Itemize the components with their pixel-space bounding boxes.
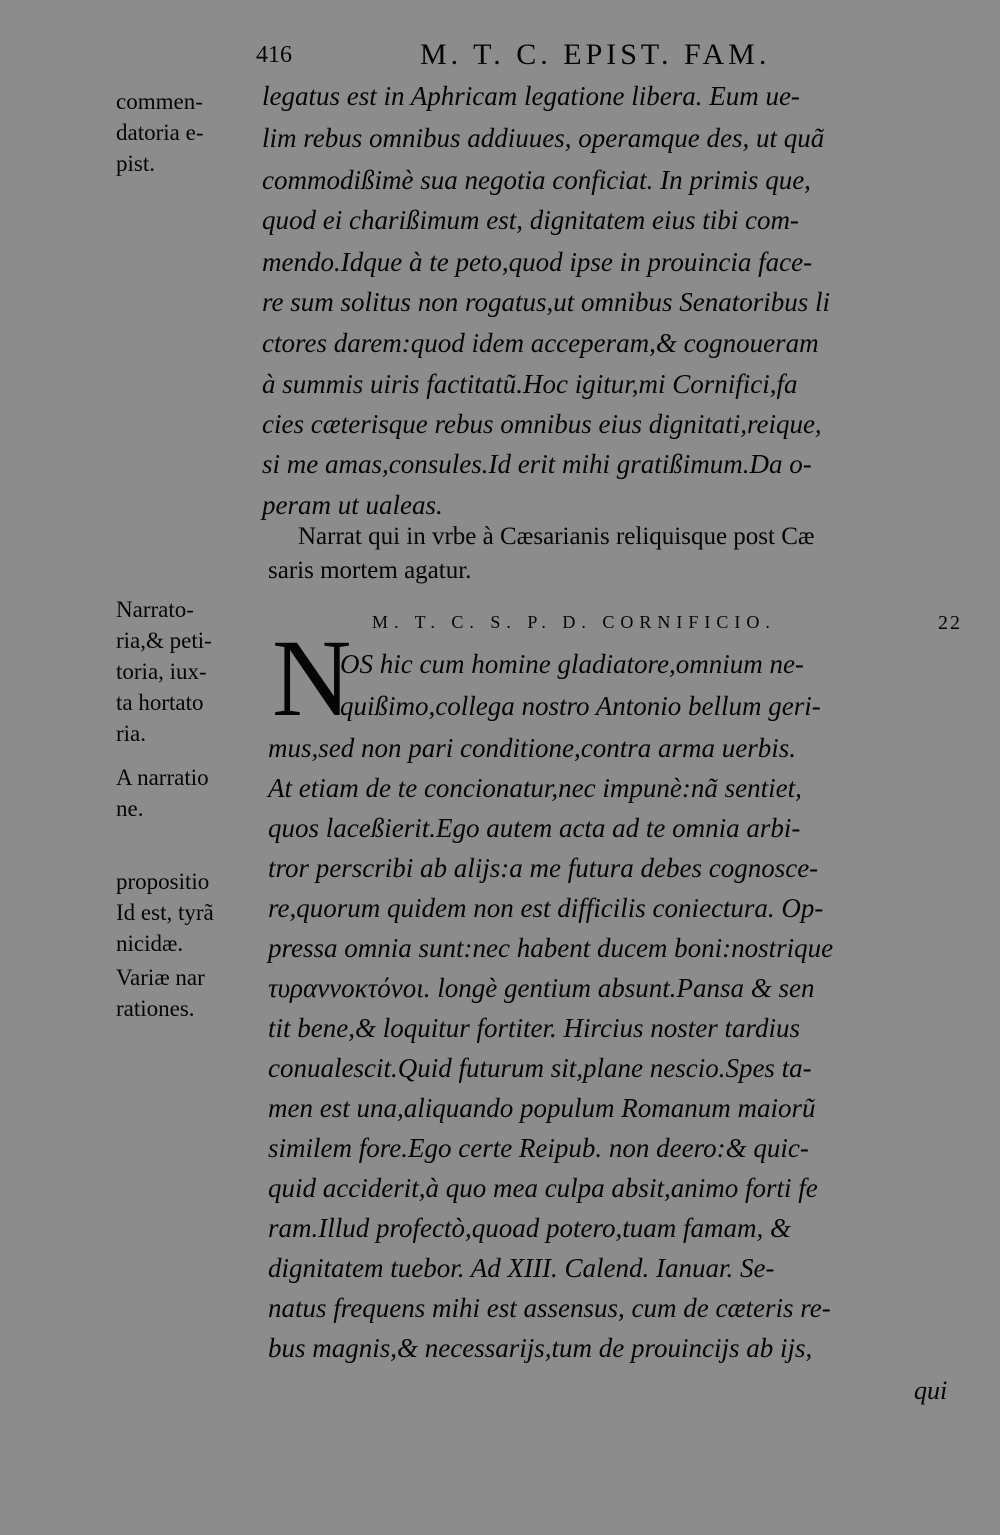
margin-note-line: ne. xyxy=(116,796,144,821)
text-line: legatus est in Aphricam legatione libera. Eum ue- xyxy=(262,81,800,111)
text-line: τυραννοκτόνοι. longè gentium absunt.Pansa & sen xyxy=(268,973,815,1003)
margin-note-1 xyxy=(116,86,203,179)
epistle-title: M. T. C. S. P. D. CORNIFICIO. xyxy=(372,612,776,632)
text-line: re,quorum quidem non est difficilis coniectura. Op- xyxy=(268,893,824,923)
margin-note-line: propositio xyxy=(116,869,210,894)
margin-note-line: toria, iux- xyxy=(116,659,207,684)
margin-note-3 xyxy=(116,762,209,824)
margin-note-line: A narratio xyxy=(116,765,209,790)
text-line: conualescit.Quid futurum sit,plane nescio.Spes ta- xyxy=(268,1053,812,1083)
text-line: re sum solitus non rogatus,ut omnibus Senatoribus li xyxy=(262,287,831,317)
text-line: dignitatem tuebor. Ad XIII. Calend. Ianuar. Se- xyxy=(268,1253,775,1283)
text-line: OS hic cum homine gladiatore,omnium ne- xyxy=(340,649,804,679)
text-line: ram.Illud profectò,quoad potero,tuam famam, & xyxy=(268,1213,791,1243)
margin-note-5 xyxy=(116,962,205,1024)
text-line: quod ei charißimum est, dignitatem eius tibi com- xyxy=(262,205,799,235)
text-line: si me amas,consules.Id erit mihi gratißimum.Da o- xyxy=(262,449,812,479)
text-line: bus magnis,& necessarijs,tum de prouincijs ab ijs, xyxy=(268,1333,813,1363)
epistle-header xyxy=(372,612,962,642)
text-line: mendo.Idque à te peto,quod ipse in prouincia face- xyxy=(262,247,813,277)
argument-line: Narrat qui in vrbe à Cæsarianis reliquisque post Cæ xyxy=(298,523,815,550)
margin-note-line: Variæ nar xyxy=(116,965,205,990)
text-line: tit bene,& loquitur fortiter. Hircius noster tardius xyxy=(268,1013,801,1043)
argument-line: saris mortem agatur. xyxy=(268,557,472,584)
margin-note-line: Narrato- xyxy=(116,597,194,622)
text-line: quißimo,collega nostro Antonio bellum geri- xyxy=(340,691,821,721)
text-line: à summis uiris factitatũ.Hoc igitur,mi Cornifici,fa xyxy=(262,369,798,399)
text-line: ctores darem:quod idem acceperam,& cognoueram xyxy=(262,328,819,358)
margin-note-line: ria. xyxy=(116,721,147,746)
running-title: M. T. C. EPIST. FAM. xyxy=(420,38,771,71)
margin-note-line: nicidæ. xyxy=(116,931,184,956)
text-line: peram ut ualeas. xyxy=(262,490,443,520)
text-line: quid acciderit,à quo mea culpa absit,animo forti fe xyxy=(268,1173,818,1203)
text-line: tror perscribi ab alijs:a me futura debes cognosce- xyxy=(268,853,819,883)
margin-note-4 xyxy=(116,866,214,959)
margin-note-line: ta hortato xyxy=(116,690,204,715)
margin-note-line: pist. xyxy=(116,151,155,176)
catchword: qui xyxy=(914,1376,948,1405)
text-line: pressa omnia sunt:nec habent ducem boni:nostrique xyxy=(268,933,834,963)
page-header xyxy=(256,38,956,78)
margin-note-line: datoria e- xyxy=(116,120,204,145)
text-line: At etiam de te concionatur,nec impunè:nã sentiet, xyxy=(268,773,802,803)
text-line: natus frequens mihi est assensus, cum de cæteris re- xyxy=(268,1293,831,1323)
margin-note-line: rationes. xyxy=(116,996,195,1021)
margin-note-line: ria,& peti- xyxy=(116,628,212,653)
text-line: commodißimè sua negotia conficiat. In primis que, xyxy=(262,165,811,195)
text-line: cies cæterisque rebus omnibus eius dignitati,reique, xyxy=(262,409,822,439)
epistle-number: 22 xyxy=(938,612,962,634)
margin-note-line: Id est, tyrã xyxy=(116,900,214,925)
text-line: similem fore.Ego certe Reipub. non deero:& quic- xyxy=(268,1133,809,1163)
text-line: quos laceßierit.Ego autem acta ad te omnia arbi- xyxy=(268,813,801,843)
text-line: men est una,aliquando populum Romanum maiorũ xyxy=(268,1093,816,1123)
text-line: mus,sed non pari conditione,contra arma uerbis. xyxy=(268,733,796,763)
margin-note-2 xyxy=(116,594,212,749)
text-line: lim rebus omnibus addiuues, operamque des, ut quã xyxy=(262,123,825,153)
margin-note-line: commen- xyxy=(116,89,203,114)
drop-cap: N xyxy=(272,617,352,739)
page-number: 416 xyxy=(256,42,292,68)
